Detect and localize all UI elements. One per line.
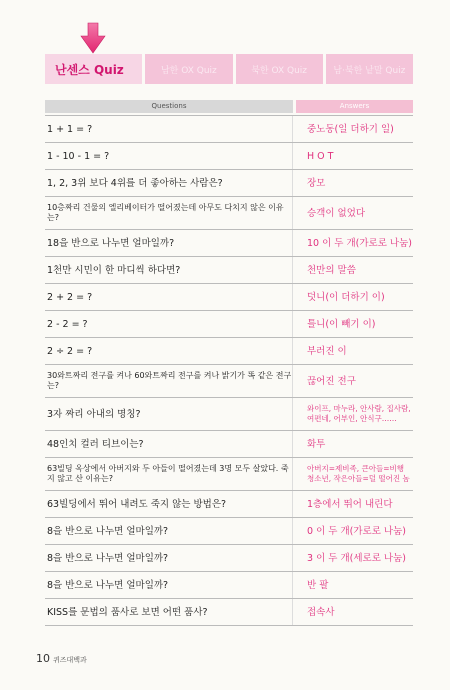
question-cell: 2 - 2 = ? [45, 311, 293, 337]
answer-cell: 와이프, 마누라, 안사람, 집사람, 여편네, 어부인, 안식구…… [307, 404, 411, 423]
question-cell: 2 + 2 = ? [45, 284, 293, 310]
table-row [45, 311, 413, 338]
table-row [45, 284, 413, 311]
table-row [45, 197, 413, 230]
answer-cell: 천만의 말씀 [307, 264, 356, 276]
answer-cell: 0 이 두 개(가로로 나눔) [307, 525, 406, 537]
table-row [45, 599, 413, 626]
answer-cell: 10 이 두 개(가로로 나눔) [307, 237, 412, 249]
table-row [45, 572, 413, 599]
answer-cell: 장모 [307, 177, 326, 189]
answer-cell: 반 팔 [307, 579, 329, 591]
book-title: 퀴즈대백과 [53, 656, 87, 664]
table-row [45, 230, 413, 257]
answer-cell: 틀니(이 빼기 이) [307, 318, 376, 330]
table-row [45, 143, 413, 170]
answer-cell: 중노동(일 더하기 일) [307, 123, 394, 135]
question-cell: 8을 반으로 나누면 얼마일까? [45, 518, 293, 544]
question-cell: 2 ÷ 2 = ? [45, 338, 293, 364]
answer-cell: 접속사 [307, 606, 335, 618]
table-row [45, 518, 413, 545]
questions-header: Questions [45, 100, 293, 113]
quiz-tabs [45, 54, 413, 84]
answer-cell: 화투 [307, 438, 326, 450]
question-cell: 1, 2, 3위 보다 4위를 더 좋아하는 사람은? [45, 170, 293, 196]
question-cell: 63빌딩에서 뛰어 내려도 죽지 않는 방법은? [45, 491, 293, 517]
table-row [45, 491, 413, 518]
table-row [45, 116, 413, 143]
question-cell: 1 - 10 - 1 = ? [45, 143, 293, 169]
table-row [45, 257, 413, 284]
table-row [45, 545, 413, 572]
question-cell: 48인치 컬러 티브이는? [45, 431, 293, 457]
question-cell: 10층짜리 건물의 엘리베이터가 떨어졌는데 아무도 다치지 않은 이유는? [45, 197, 293, 229]
answer-cell: H O T [307, 150, 334, 162]
table-row [45, 458, 413, 491]
table-row [45, 170, 413, 197]
tab-south-ox-quiz[interactable]: 남한 OX Quiz [145, 54, 232, 84]
question-cell: 18을 반으로 나누면 얼마일까? [45, 230, 293, 256]
page-footer [36, 652, 87, 665]
table-header [45, 100, 413, 113]
question-cell: 8을 반으로 나누면 얼마일까? [45, 545, 293, 571]
question-cell: 3자 짜리 아내의 명칭? [45, 398, 293, 430]
answer-cell: 부러진 이 [307, 345, 347, 357]
quiz-table [45, 115, 413, 626]
tab-nonsense-quiz[interactable]: 난센스 Quiz [45, 54, 142, 84]
page-number: 10 [36, 652, 50, 665]
table-row [45, 398, 413, 431]
table-row [45, 338, 413, 365]
answer-cell: 덧니(이 더하기 이) [307, 291, 385, 303]
question-cell: 63빌딩 옥상에서 아버지와 두 아들이 떨어졌는데 3명 모두 살았다. 죽지 않고 산 이유는? [45, 458, 293, 490]
tab-north-ox-quiz[interactable]: 북한 OX Quiz [236, 54, 323, 84]
answer-cell: 끊어진 전구 [307, 375, 356, 387]
question-cell: 1천만 시민이 한 마디씩 하다면? [45, 257, 293, 283]
answer-cell: 1층에서 뛰어 내린다 [307, 498, 393, 510]
question-cell: 8을 반으로 나누면 얼마일까? [45, 572, 293, 598]
tab-word-quiz[interactable]: 남·북한 낱말 Quiz [326, 54, 413, 84]
answers-header: Answers [296, 100, 413, 113]
answer-cell: 아버지=제비족, 큰아들=비행 청소년, 작은아들=덜 떨어진 놈 [307, 464, 410, 483]
table-row [45, 431, 413, 458]
answer-cell: 승객이 없었다 [307, 207, 366, 219]
question-cell: KISS를 문법의 품사로 보면 어떤 품사? [45, 599, 293, 625]
table-row [45, 365, 413, 398]
answer-cell: 3 이 두 개(세로로 나눔) [307, 552, 406, 564]
question-cell: 30와트짜리 전구를 켜나 60와트짜리 전구를 켜나 밝기가 똑 같은 전구는? [45, 365, 293, 397]
down-arrow-icon [80, 22, 106, 54]
question-cell: 1 + 1 = ? [45, 116, 293, 142]
